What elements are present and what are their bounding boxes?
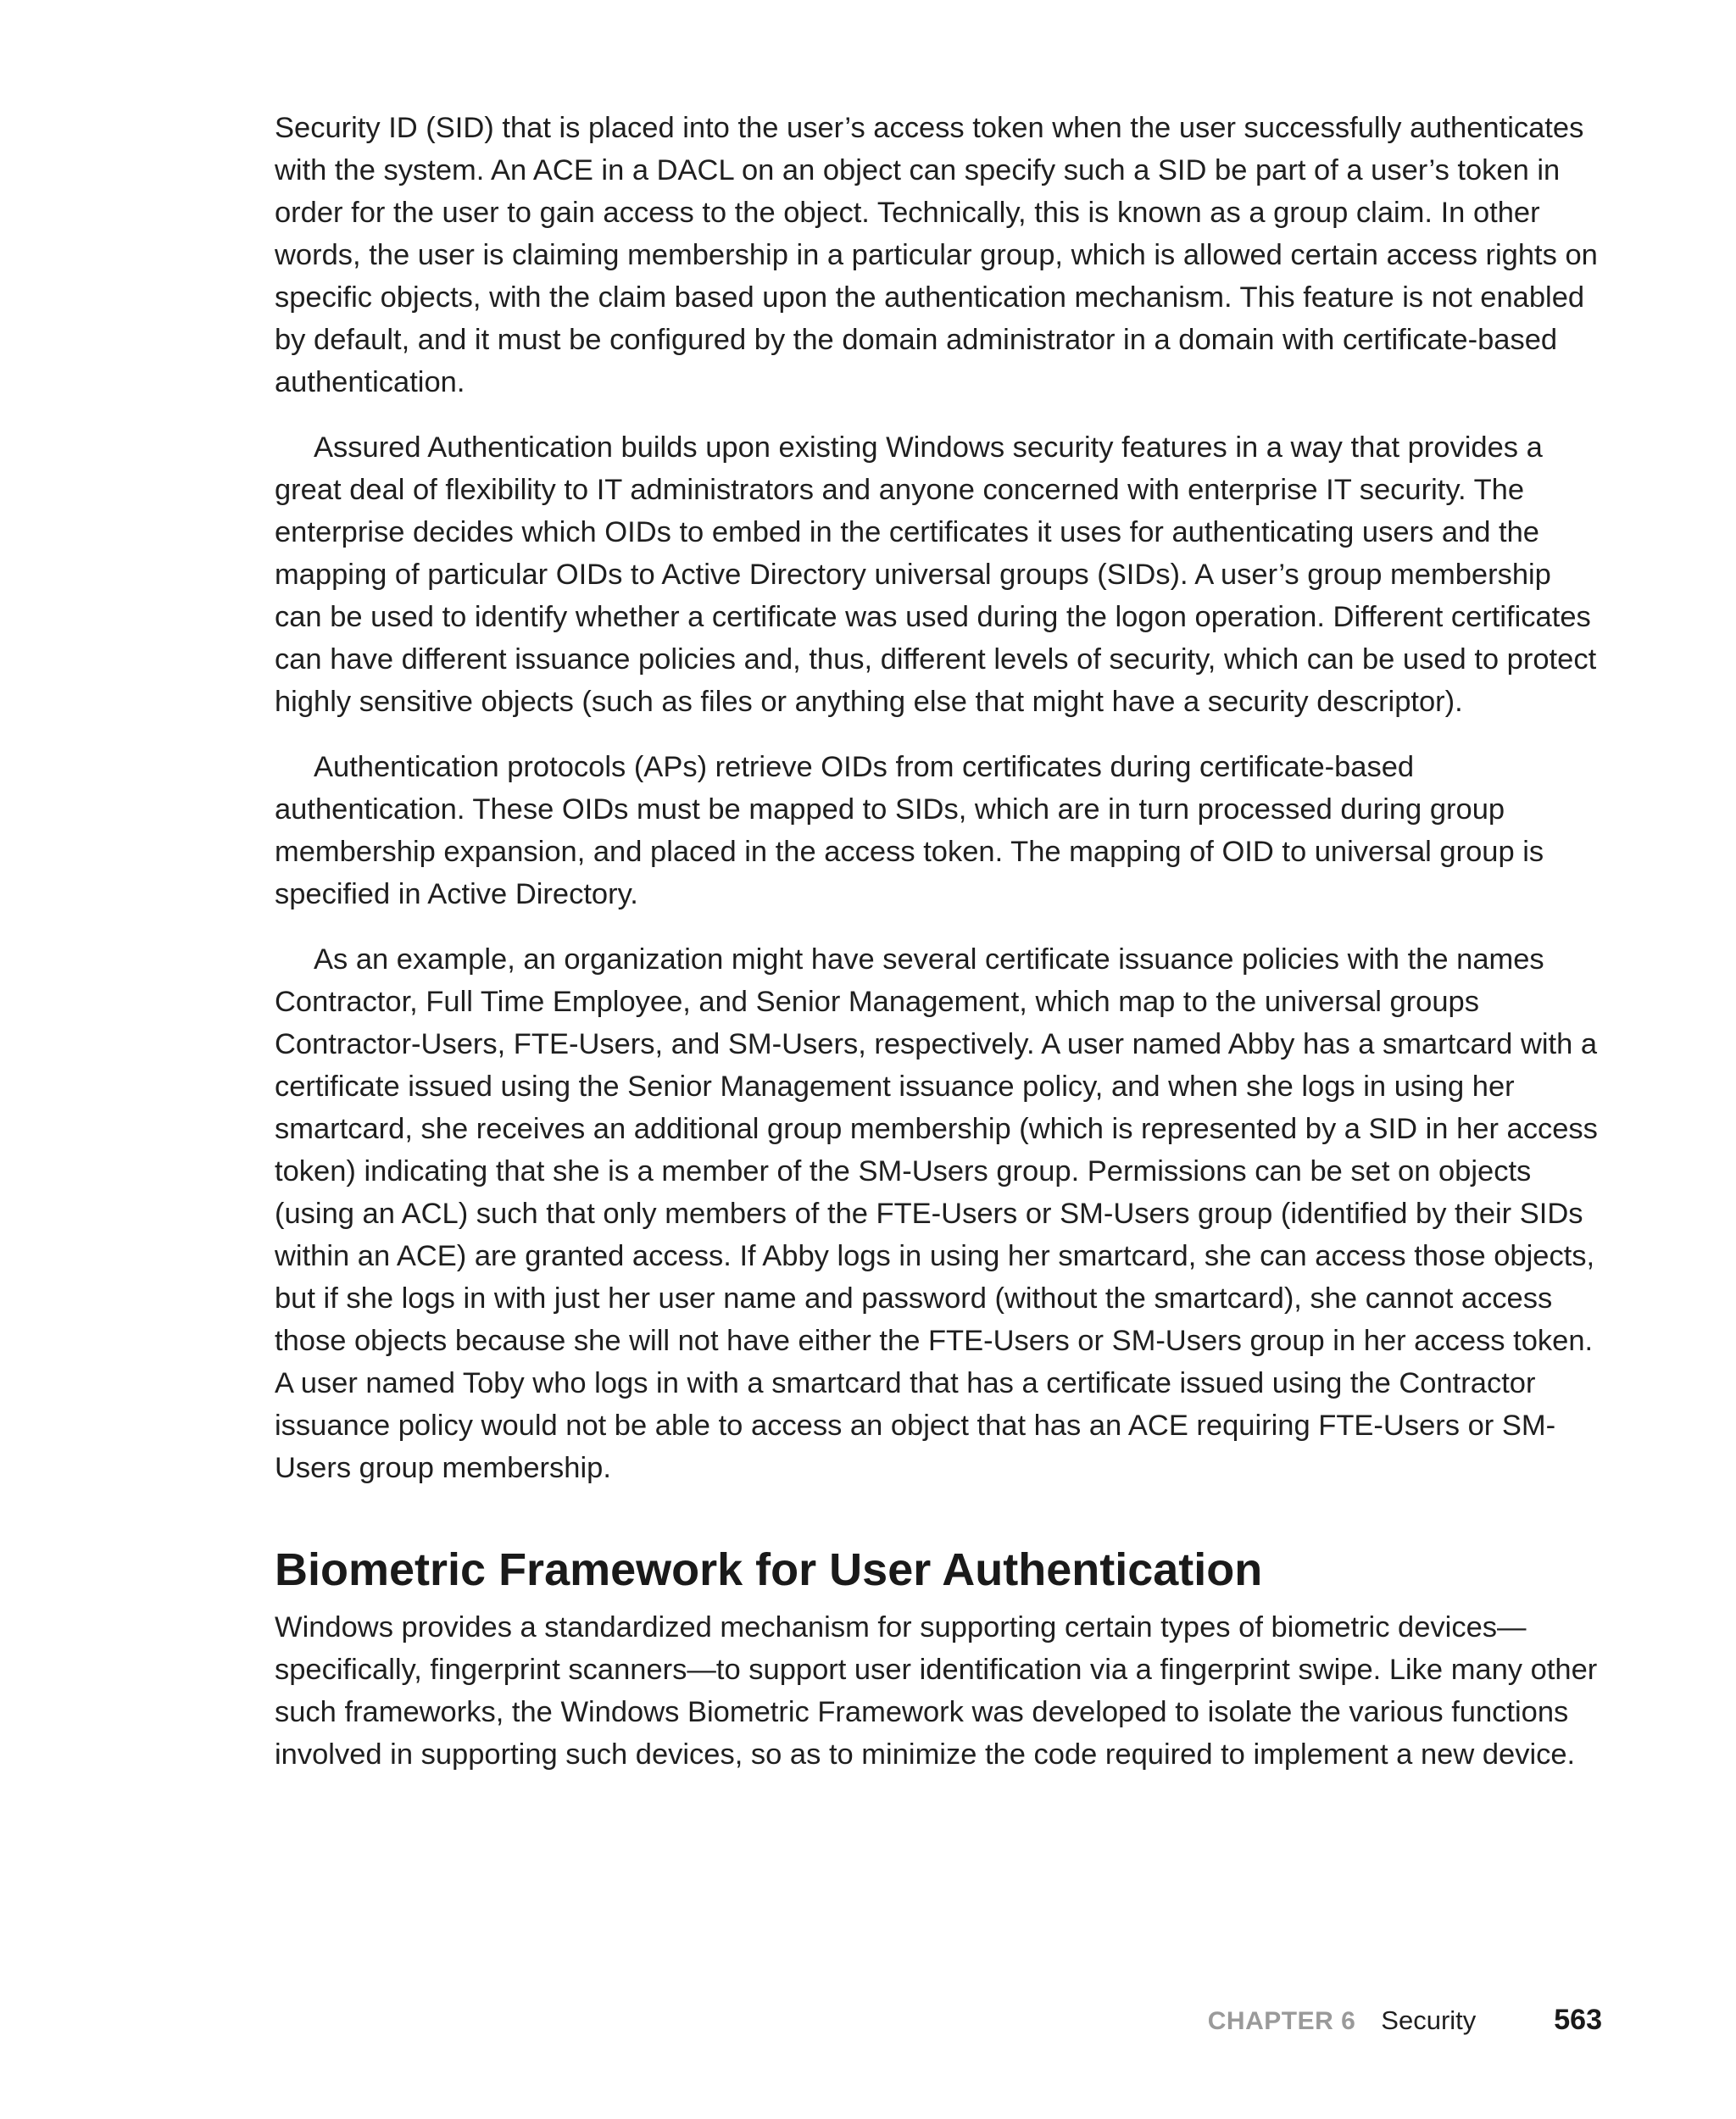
page-body (275, 107, 1602, 1799)
section-paragraph: Windows provides a standardized mechanism for supporting certain types of biometric devices—specifically, fingerprint scanners—to support user identification via a fingerprint swipe. Like many other such frameworks, the Windows Biometric Framework was developed to isolate the various functions involved in supporting such devices, so as to minimize the code required to implement a new device. (275, 1611, 1598, 1771)
body-paragraph-1: Security ID (SID) that is placed into the user’s access token when the user successfully authenticates with the system. An ACE in a DACL on an object can specify such a SID be part of a user’s token in order for the user to gain access to the object. Technically, this is known as a group claim. In other words, the user is claiming membership in a particular group, which is allowed certain access rights on specific objects, with the claim based upon the authentication mechanism. This feature is not enabled by default, and it must be configured by the domain administrator in a domain with certificate-based authentication. (275, 112, 1598, 398)
footer-page-number: 563 (1554, 2004, 1602, 2036)
footer-section-label: Security (1381, 2005, 1477, 2035)
body-paragraph-4: As an example, an organization might have several certificate issuance policies with the names Contractor, Full Time Employee, and Senior Management, which map to the universal groups Contractor-Users, FTE-Users, and SM-Users, respectively. A user named Abby has a smartcard with a certificate issued using the Senior Management issuance policy, and when she logs in using her smartcard, she receives an additional group membership (which is represented by a SID in her access token) indicating that she is a member of the SM-Users group. Permissions can be set on objects (using an ACL) such that only members of the FTE-Users or SM-Users group (identified by their SIDs within an ACE) are granted access. If Abby logs in using her smartcard, she can access those objects, but if she logs in with just her user name and password (without the smartcard), she cannot access those objects because she will not have either the FTE-Users or SM-Users group in her access token. A user named Toby who logs in with a smartcard that has a certificate issued using the Contractor issuance policy would not be able to access an object that has an ACE requiring FTE-Users or SM-Users group membership. (275, 943, 1598, 1484)
footer-chapter-label: CHAPTER 6 (1207, 2007, 1356, 2035)
body-paragraph-2: Assured Authentication builds upon existing Windows security features in a way that provides a great deal of flexibility to IT administrators and anyone concerned with enterprise IT security. The enterprise decides which OIDs to embed in the certificates it uses for authenticating users and the mapping of particular OIDs to Active Directory universal groups (SIDs). A user’s group membership can be used to identify whether a certificate was used during the logon operation. Different certificates can have different issuance policies and, thus, different levels of security, which can be used to protect highly sensitive objects (such as files or anything else that might have a security descriptor). (275, 431, 1597, 718)
body-paragraph-3: Authentication protocols (APs) retrieve OIDs from certificates during certificate-based authentication. These OIDs must be mapped to SIDs, which are in turn processed during group membership expansion, and placed in the access token. The mapping of OID to universal group is specified in Active Directory. (275, 751, 1544, 910)
page-footer (1208, 2004, 1602, 2037)
section-heading: Biometric Framework for User Authentication (275, 1544, 1263, 1595)
